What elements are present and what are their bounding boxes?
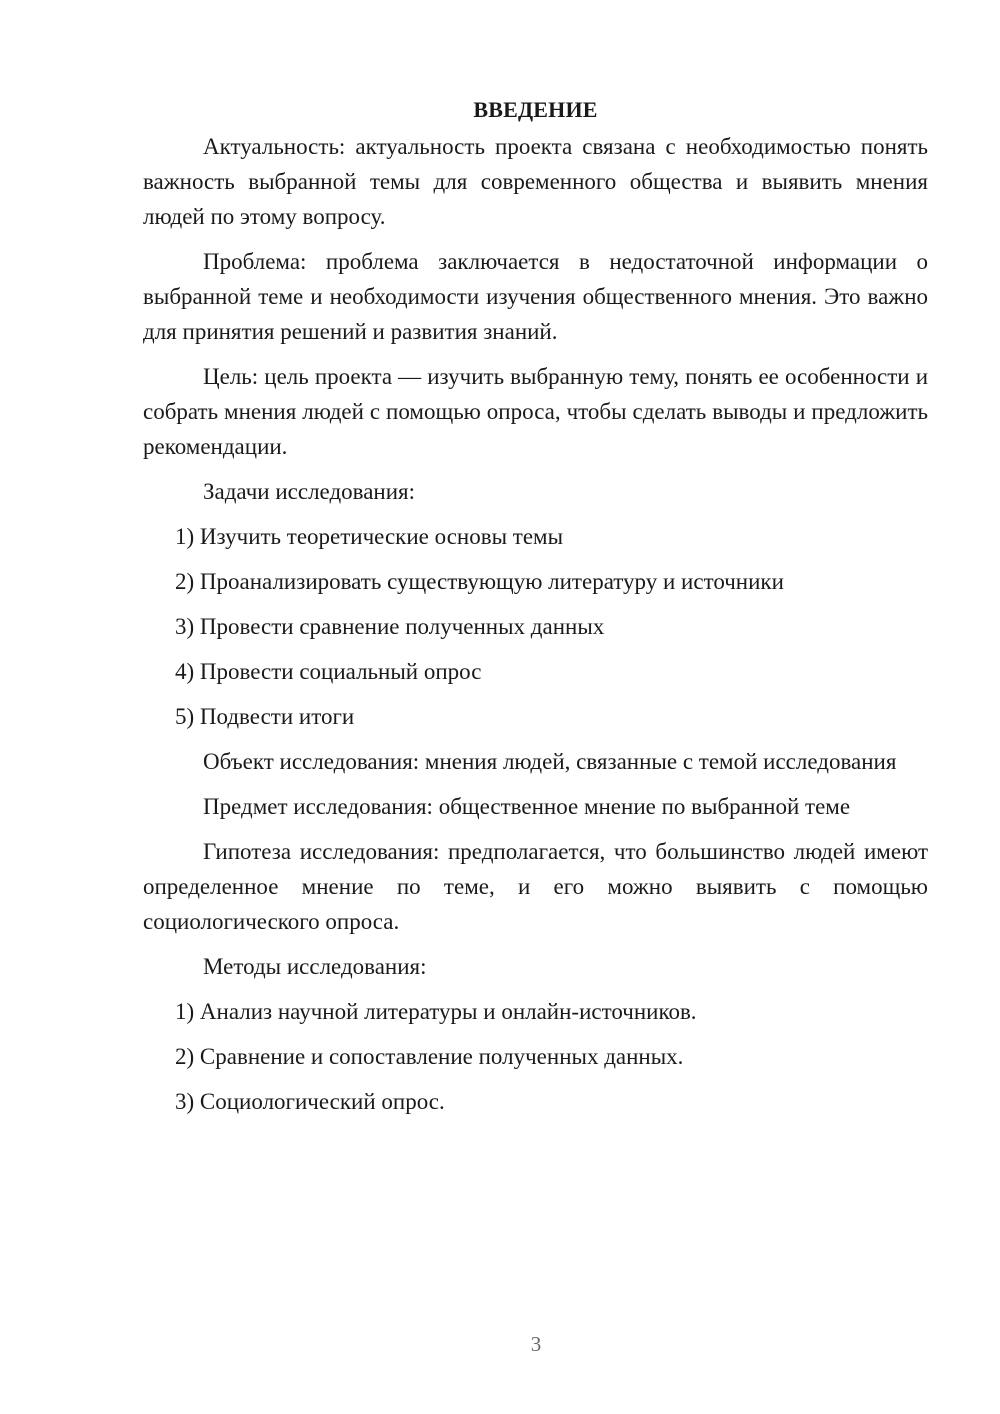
paragraph-hypothesis: Гипотеза исследования: предполагается, что большинство людей имеют определенное мнение по теме, и его можно выявить с помощью социологического опроса.	[143, 839, 928, 934]
list-item-task-1: 1) Изучить теоретические основы темы	[175, 524, 564, 549]
tasks-list	[143, 519, 928, 734]
paragraph-goal: Цель: цель проекта — изучить выбранную тему, понять ее особенности и собрать мнения людей с помощью опроса, чтобы сделать выводы и предложить рекомендации.	[143, 364, 928, 459]
tasks-heading: Задачи исследования:	[203, 479, 416, 504]
list-item-task-5: 5) Подвести итоги	[175, 704, 355, 729]
list-item-task-3: 3) Провести сравнение полученных данных	[175, 614, 605, 639]
list-item-task-2: 2) Проанализировать существующую литературу и источники	[175, 569, 784, 594]
document-page	[143, 92, 928, 1129]
list-item-task-4: 4) Провести социальный опрос	[175, 659, 482, 684]
paragraph-object: Объект исследования: мнения людей, связанные с темой исследования	[203, 749, 897, 774]
list-item-method-1: 1) Анализ научной литературы и онлайн-источников.	[175, 999, 697, 1024]
list-item-method-2: 2) Сравнение и сопоставление полученных данных.	[175, 1044, 684, 1069]
methods-heading: Методы исследования:	[203, 954, 427, 979]
section-title: ВВЕДЕНИЕ	[473, 97, 598, 122]
methods-list	[143, 994, 928, 1119]
paragraph-subject: Предмет исследования: общественное мнение по выбранной теме	[203, 794, 851, 819]
paragraph-relevance: Актуальность: актуальность проекта связана с необходимостью понять важность выбранной темы для современного общества и выявить мнения людей по этому вопросу.	[143, 134, 928, 229]
paragraph-problem: Проблема: проблема заключается в недостаточной информации о выбранной теме и необходимости изучения общественного мнения. Это важно для принятия решений и развития знаний.	[143, 249, 928, 344]
page-number: 3	[530, 1332, 542, 1356]
list-item-method-3: 3) Социологический опрос.	[175, 1089, 445, 1114]
